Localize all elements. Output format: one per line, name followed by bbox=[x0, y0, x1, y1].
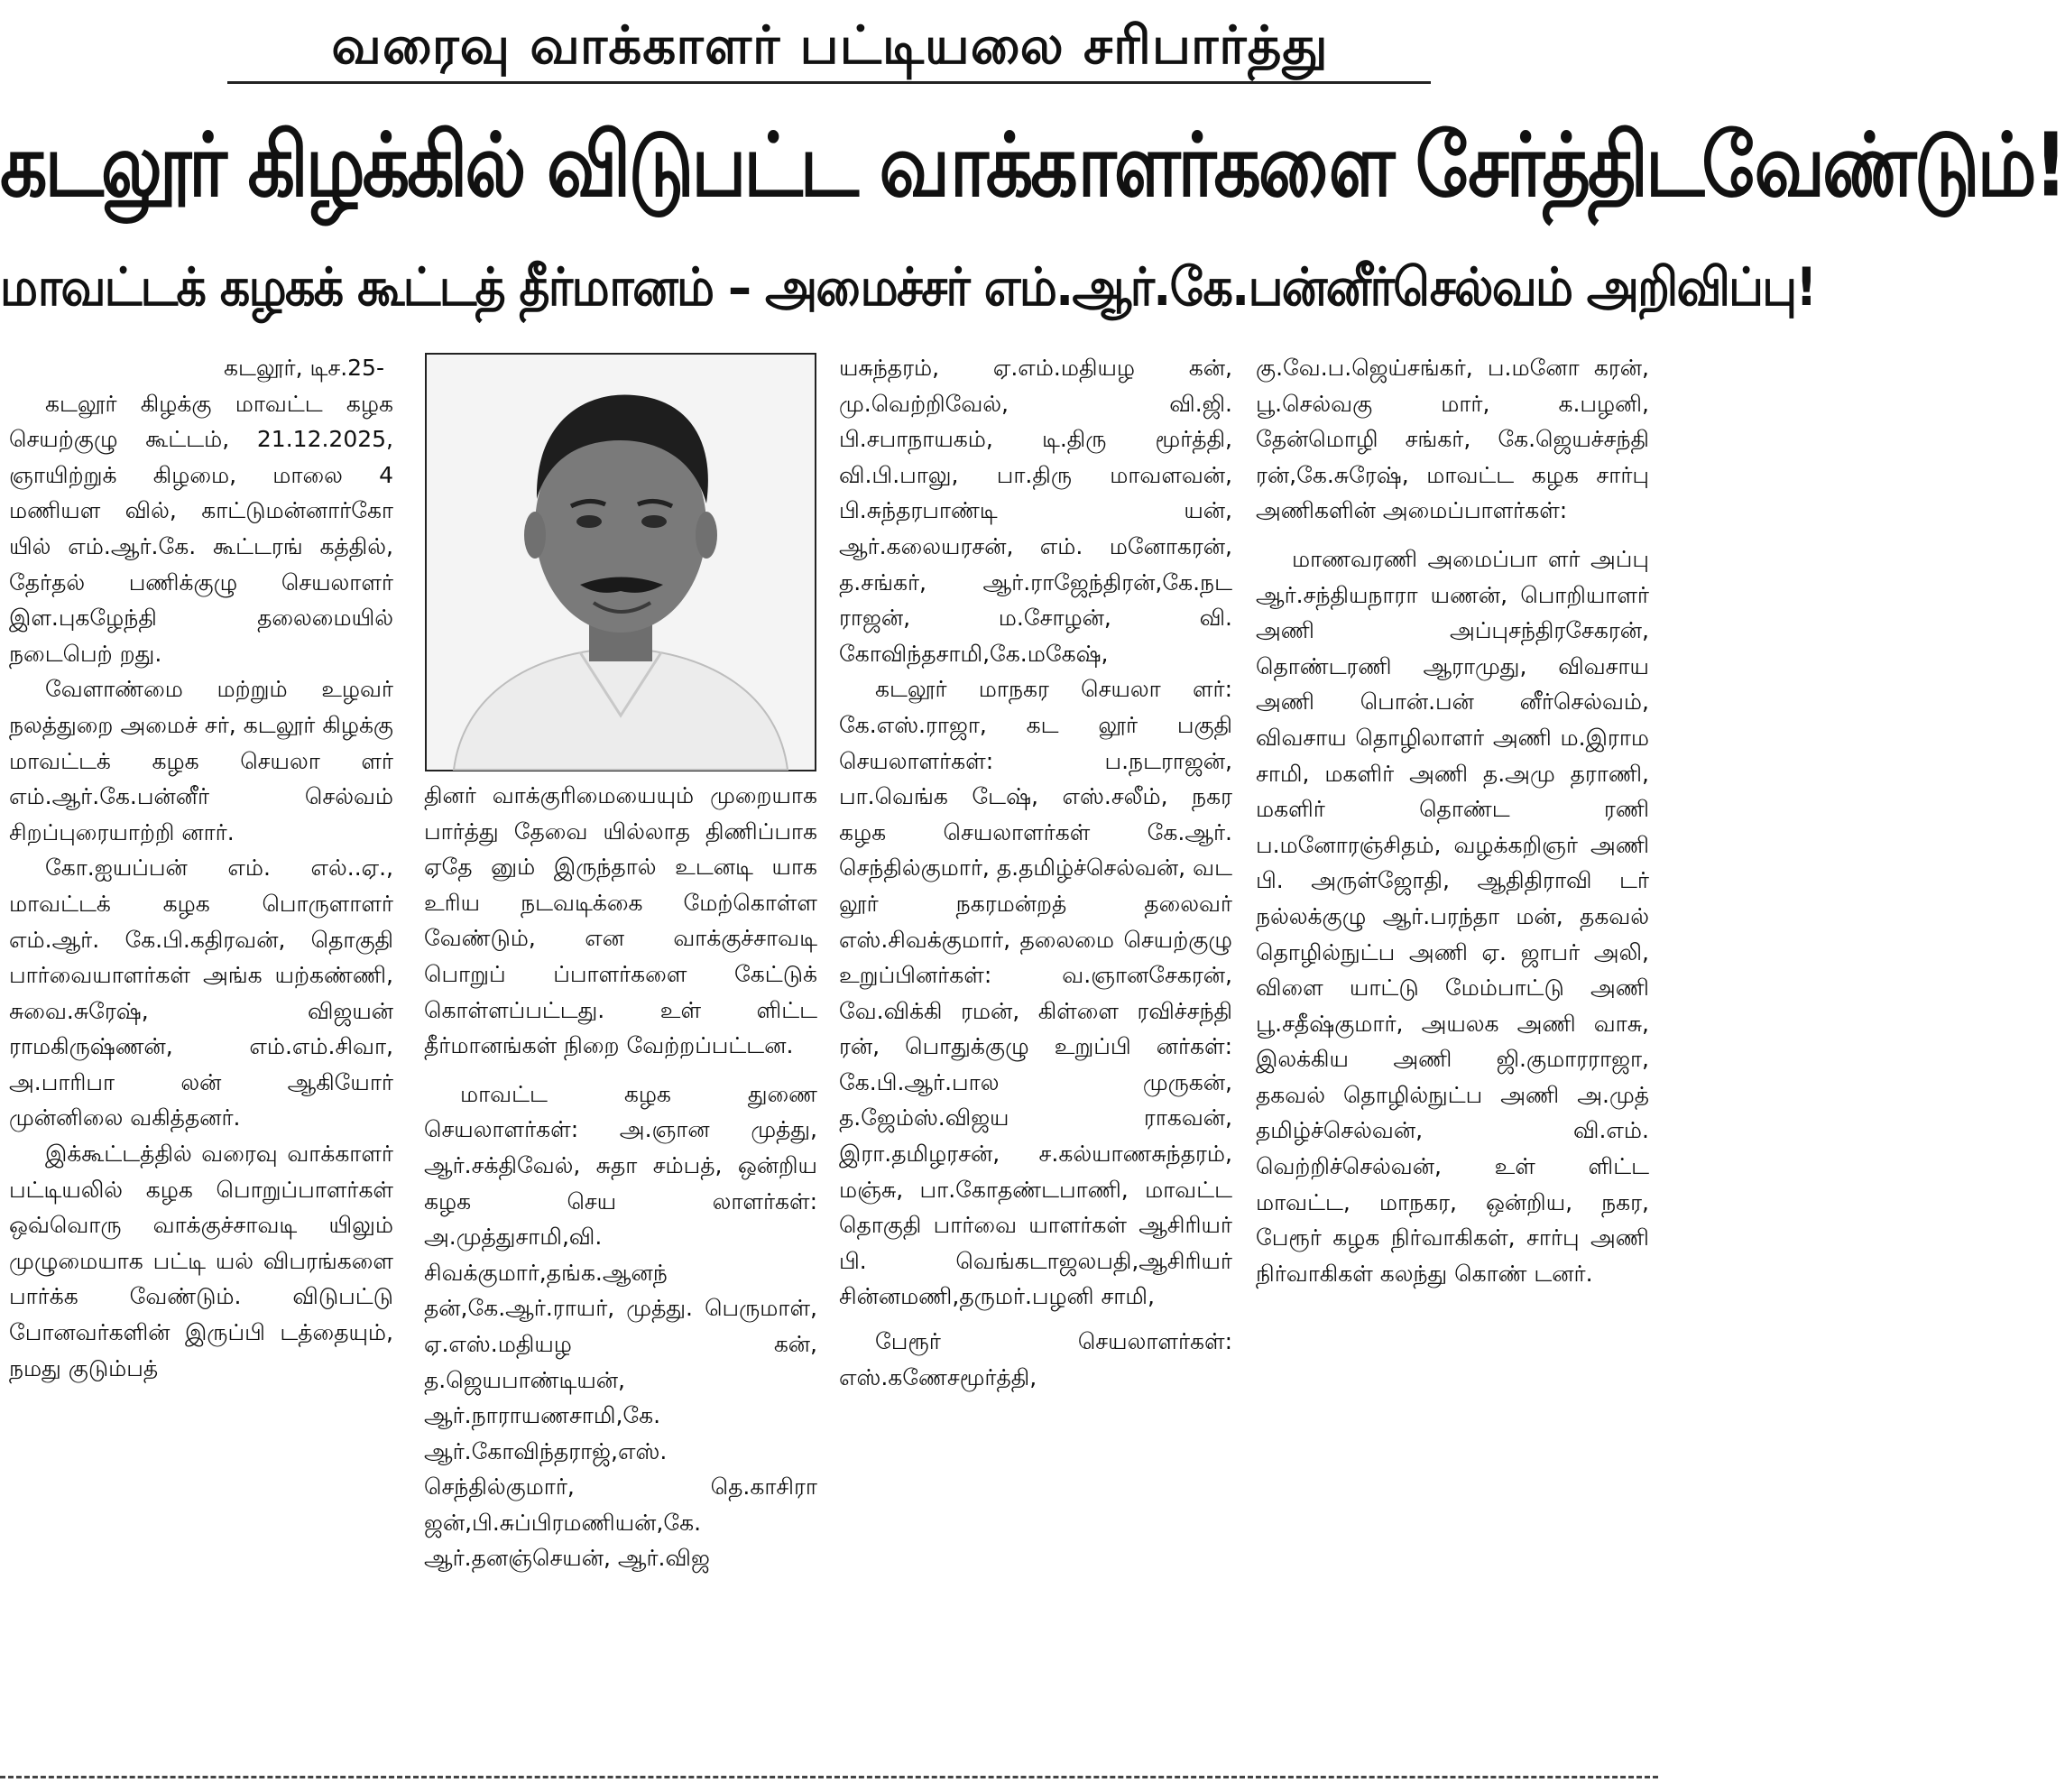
minister-photo bbox=[425, 353, 816, 771]
dateline: கடலூர், டிச.25- bbox=[224, 355, 384, 381]
paragraph: கோ.ஐயப்பன் எம். எல்..ஏ., மாவட்டக் கழக பொருளாளர் எம்.ஆர். கே.பி.கதிரவன், தொகுதி பார்வையாளர்கள் அங்க யற்கண்ணி, சுவை.சுரேஷ், விஜயன் ராமகிருஷ்ணன், எம்.எம்.சிவா, அ.பாரிபா லன் ஆகியோர் முன்னிலை வகித்தனர். bbox=[9, 854, 393, 1132]
paragraph: பேரூர் செயலாளர்கள்: எஸ்.கணேசமூர்த்தி, bbox=[839, 1328, 1232, 1390]
article-column-1 bbox=[9, 350, 393, 1386]
cut-line-divider bbox=[0, 1776, 1658, 1778]
kicker-underline bbox=[227, 81, 1431, 84]
article-column-3 bbox=[839, 350, 1232, 1395]
article-column-4 bbox=[1256, 350, 1649, 1291]
paragraph: கு.வே.ப.ஜெய்சங்கர், ப.மனோ கரன், பூ.செல்வகு மார், க.பழனி, தேன்மொழி சங்கர், கே.ஜெயச்சந்தி ரன்,கே.சுரேஷ், மாவட்ட கழக சார்பு அணிகளின் அமைப்பாளர்கள்: bbox=[1256, 355, 1649, 524]
article-column-2 bbox=[424, 778, 817, 1576]
paragraph: தினர் வாக்குரிமையையும் முறையாக பார்த்து தேவை யில்லாத திணிப்பாக ஏதே னும் இருந்தால் உடனடி யாக உரிய நடவடிக்கை மேற்கொள்ள வேண்டும், என வாக்குச்சாவடி பொறுப் ப்பாளர்களை கேட்டுக் கொள்ளப்பட்டது. உள் ளிட்ட தீர்மானங்கள் நிறை வேற்றப்பட்டன. bbox=[424, 782, 817, 1059]
paragraph: வேளாண்மை மற்றும் உழவர் நலத்துறை அமைச் சர், கடலூர் கிழக்கு மாவட்டக் கழக செயலா ளர் எம்.ஆர்.கே.பன்னீர் செல்வம் சிறப்புரையாற்றி னார். bbox=[9, 676, 393, 845]
sub-headline: மாவட்டக் கழகக் கூட்டத் தீர்மானம் – அமைச்சர் எம்.ஆர்.கே.பன்னீர்செல்வம் அறிவிப்பு! bbox=[0, 257, 1816, 319]
portrait-illustration bbox=[427, 355, 815, 770]
paragraph: மாணவரணி அமைப்பா ளர் அப்பு ஆர்.சந்தியநாரா யணன், பொறியாளர் அணி அப்புசந்திரசேகரன், தொண்டரணி ஆராமுது, விவசாய அணி பொன்.பன் னீர்செல்வம், விவசாய தொழிலாளர் அணி ம.இராம சாமி, மகளிர் அணி த.அமு தராணி, மகளிர் தொண்ட ரணி ப.மனோரஞ்சிதம், வழக்கறிஞர் அணி பி. அருள்ஜோதி, ஆதிதிராவி டர் நல்லக்குழு ஆர்.பரந்தா மன், தகவல் தொழில்நுட்ப அணி ஏ. ஜாபர் அலி, விளை யாட்டு மேம்பாட்டு அணி பூ.சதீஷ்குமார், அயலக அணி வாசு, இலக்கிய அணி ஜி.குமாரராஜா, தகவல் தொழில்நுட்ப அணி அ.முத் தமிழ்ச்செல்வன், வி.எம். வெற்றிச்செல்வன், உள் ளிட்ட மாவட்ட, மாநகர, ஒன்றிய, நகர, பேரூர் கழக நிர்வாகிகள், சார்பு அணி நிர்வாகிகள் கலந்து கொண் டனர். bbox=[1256, 545, 1649, 1287]
paragraph: யசுந்தரம், ஏ.எம்.மதியழ கன், மு.வெற்றிவேல், வி.ஜி. பி.சபாநாயகம், டி.திரு மூர்த்தி, வி.பி.பாலு, பா.திரு மாவளவன், பி.சுந்தரபாண்டி யன், ஆர்.கலையரசன், எம். மனோகரன், த.சங்கர், ஆர்.ராஜேந்திரன்,கே.நட ராஜன், ம.சோழன், வி. கோவிந்தசாமி,கே.மகேஷ், bbox=[839, 355, 1232, 667]
paragraph: மாவட்ட கழக துணை செயலாளர்கள்: அ.ஞான முத்து, ஆர்.சக்திவேல், சுதா சம்பத், ஒன்றிய கழக செய லாளர்கள்: அ.முத்துசாமி,வி. சிவக்குமார்,தங்க.ஆனந் தன்,கே.ஆர்.ராயர், முத்து. பெருமாள், ஏ.எஸ்.மதியழ கன், த.ஜெயபாண்டியன், ஆர்.நாராயணசாமி,கே. ஆர்.கோவிந்தராஜ்,எஸ். செந்தில்குமார், தெ.காசிரா ஜன்,பி.சுப்பிரமணியன்,கே. ஆர்.தனஞ்செயன், ஆர்.விஜ bbox=[424, 1080, 817, 1572]
paragraph: இக்கூட்டத்தில் வரைவு வாக்காளர் பட்டியலில் கழக பொறுப்பாளர்கள் ஒவ்வொரு வாக்குச்சாவடி யிலும் முழுமையாக பட்டி யல் விபரங்களை பார்க்க வேண்டும். விடுபட்டு போனவர்களின் இருப்பி டத்தையும், நமது குடும்பத் bbox=[9, 1141, 393, 1381]
paragraph: கடலூர் மாநகர செயலா ளர்: கே.எஸ்.ராஜா, கட லூர் பகுதி செயலாளர்கள்: ப.நடராஜன், பா.வெங்க டேஷ், எஸ்.சலீம், நகர கழக செயலாளர்கள் கே.ஆர். செந்தில்குமார், த.தமிழ்ச்செல்வன், வட லூர் நகரமன்றத் தலைவர் எஸ்.சிவக்குமார், தலைமை செயற்குழு உறுப்பினர்கள்: வ.ஞானசேகரன், வே.விக்கி ரமன், கிள்ளை ரவிச்சந்தி ரன், பொதுக்குழு உறுப்பி னர்கள்: கே.பி.ஆர்.பால முருகன், த.ஜேம்ஸ்.விஜய ராகவன், இரா.தமிழரசன், ச.கல்யாணசுந்தரம், மஞ்சு, பா.கோதண்டபாணி, மாவட்ட தொகுதி பார்வை யாளர்கள் ஆசிரியர் பி. வெங்கடாஜலபதி,ஆசிரியர் சின்னமணி,தருமர்.பழனி சாமி, bbox=[839, 676, 1232, 1310]
kicker-headline: வரைவு வாக்காளர் பட்டியலை சரிபார்த்து bbox=[331, 14, 1329, 76]
main-headline: கடலூர் கிழக்கில் விடுபட்ட வாக்காளர்களை சேர்த்திடவேண்டும்! bbox=[0, 115, 2065, 217]
paragraph: கடலூர் கிழக்கு மாவட்ட கழக செயற்குழு கூட்டம், 21.12.2025, ஞாயிற்றுக் கிழமை, மாலை 4 மணியள வில், காட்டுமன்னார்கோ யில் எம்.ஆர்.கே. கூட்டரங் கத்தில், தேர்தல் பணிக்குழு செயலாளர் இள.புகழேந்தி தலைமையில் நடைபெற் றது. bbox=[9, 390, 393, 667]
